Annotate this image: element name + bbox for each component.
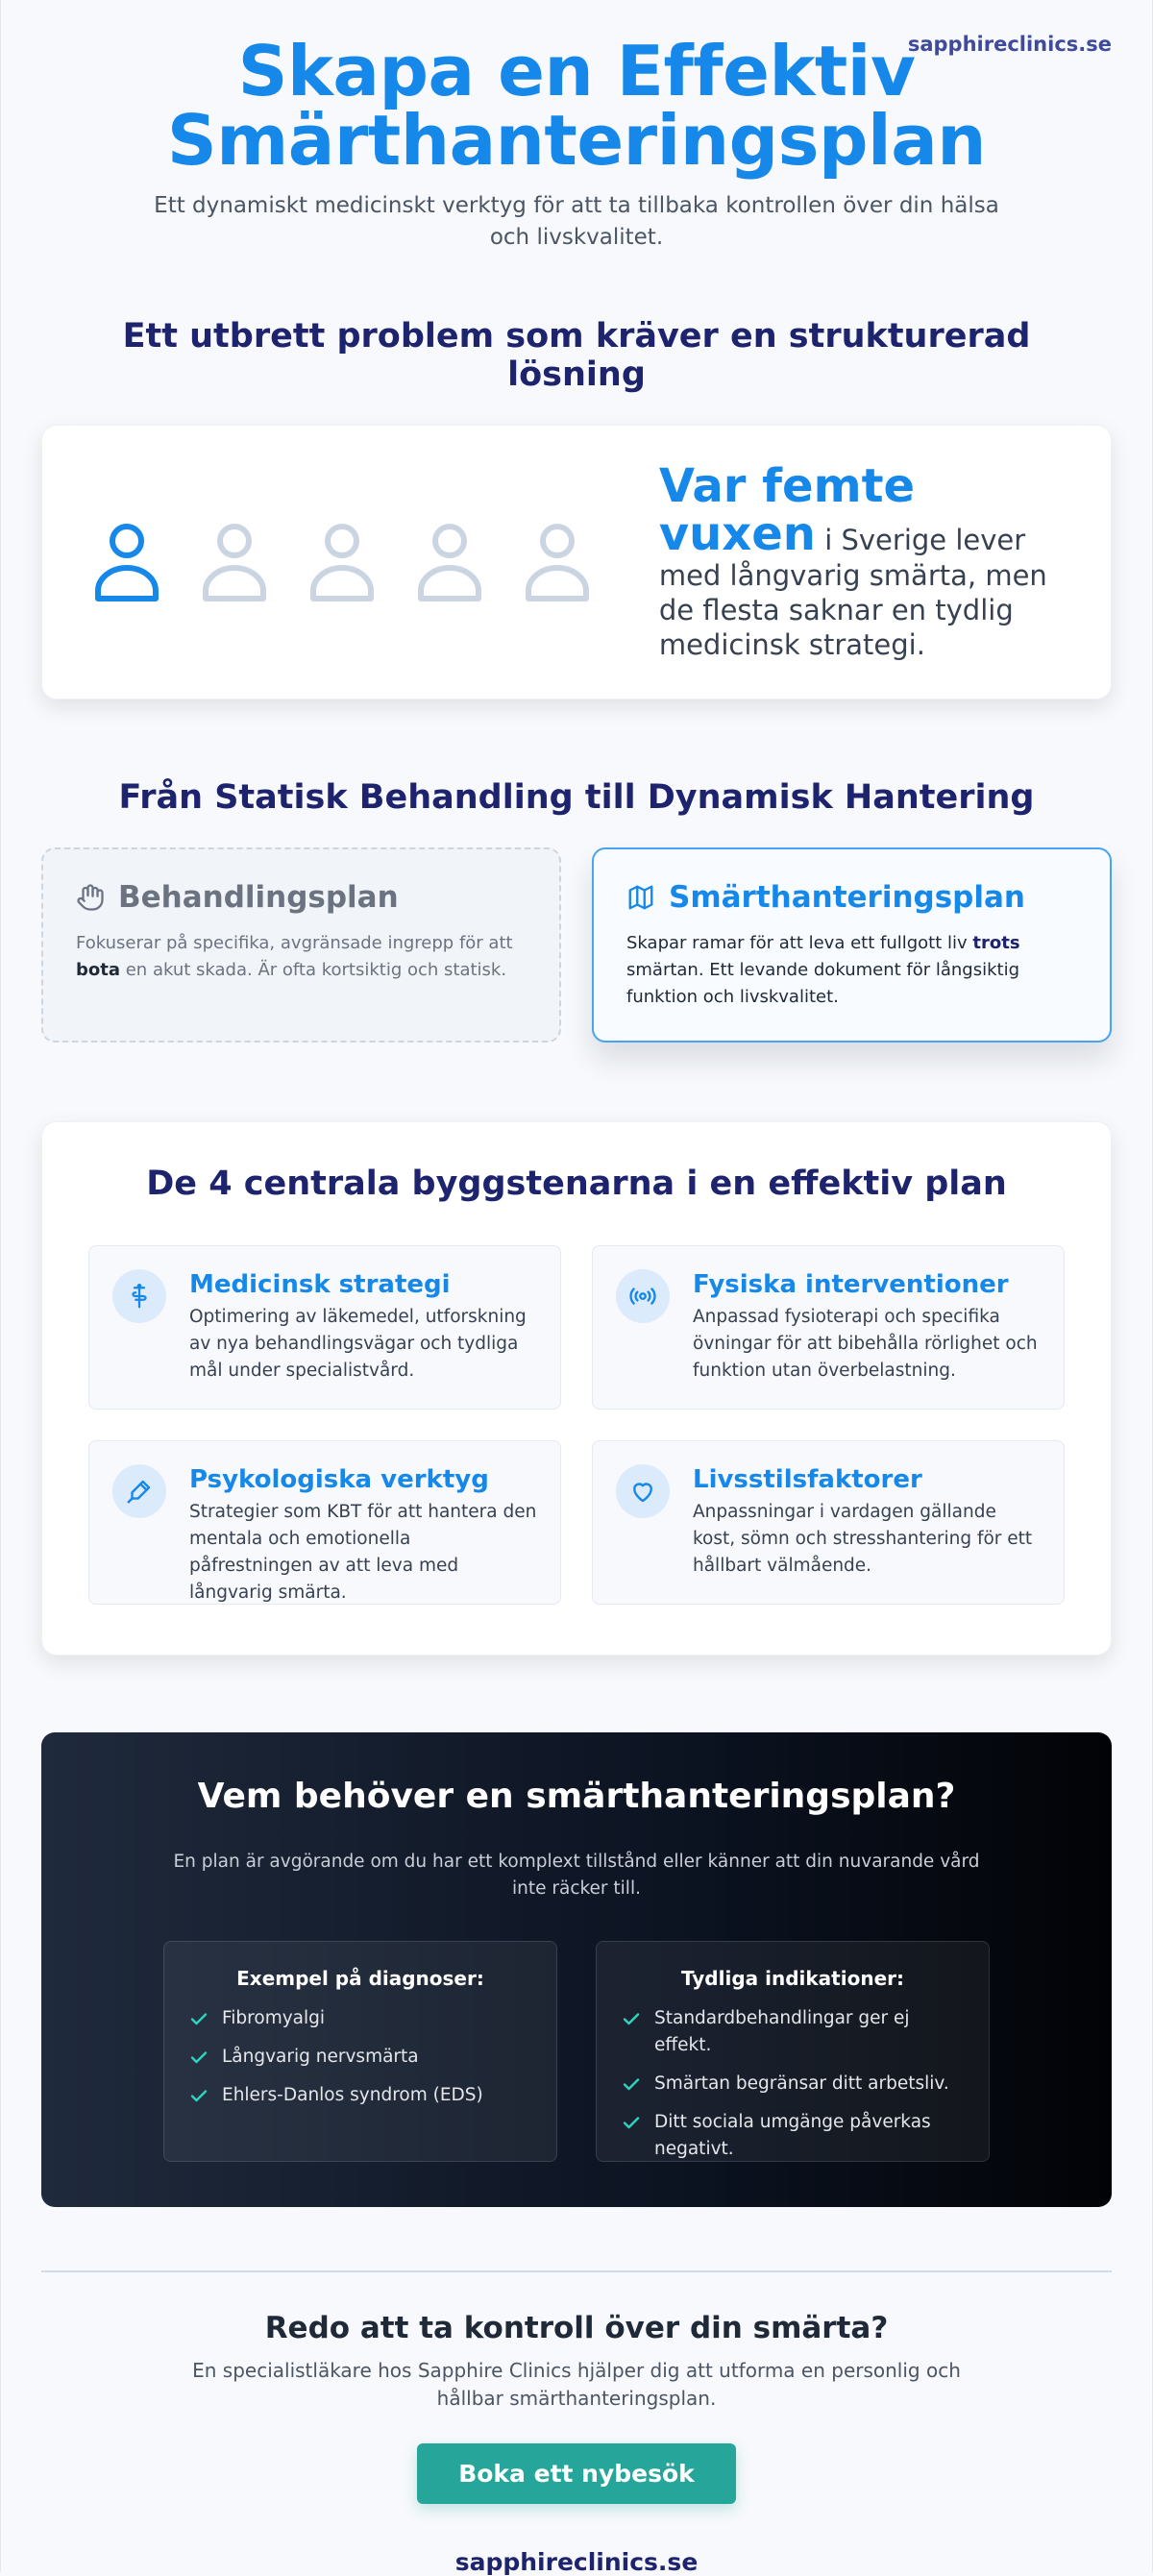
cta-heading: Redo att ta kontroll över din smärta? bbox=[264, 2311, 889, 2345]
who-needs-columns bbox=[163, 1941, 990, 2162]
pain-management-plan-card bbox=[592, 847, 1112, 1043]
block-icon-wrap bbox=[616, 1464, 670, 1518]
pain-management-plan-text-part: smärtan. Ett levande dokument för långsiktig funktion och livskvalitet. bbox=[626, 960, 1020, 1007]
book-visit-button[interactable]: Boka ett nybesök bbox=[417, 2443, 736, 2504]
heart-icon bbox=[628, 1477, 657, 1506]
check-icon bbox=[622, 2009, 641, 2028]
person-icon bbox=[92, 522, 161, 602]
building-blocks bbox=[41, 1121, 1112, 1656]
pain-management-plan-header bbox=[626, 880, 1077, 915]
hero-title-line1: Skapa en Effektiv bbox=[237, 31, 916, 111]
treatment-plan-title: Behandlingsplan bbox=[118, 880, 399, 915]
map-icon bbox=[626, 883, 655, 912]
person-icon bbox=[523, 522, 592, 602]
pain-management-plan-text bbox=[626, 930, 1077, 1011]
block-title: Livsstilsfaktorer bbox=[693, 1465, 922, 1494]
list-item bbox=[622, 2071, 964, 2098]
cta-subtitle: En specialistläkare hos Sapphire Clinics hjälper dig att utforma en personlig och hållbar smärthanteringsplan. bbox=[192, 2359, 961, 2410]
stat-description: i Sverige lever med långvarig smärta, men de flesta saknar en tydlig medicinsk strategi. bbox=[658, 524, 1047, 661]
stat-highlight: Var femte vuxen bbox=[658, 459, 916, 561]
list-item bbox=[189, 2005, 531, 2032]
block-title: Fysiska interventioner bbox=[693, 1270, 1009, 1299]
stat-card bbox=[41, 425, 1112, 699]
cta-section bbox=[41, 2272, 1112, 2576]
problem-heading: Ett utbrett problem som kräver en strukturerad lösning bbox=[122, 317, 1031, 394]
block-card-psychological bbox=[88, 1440, 561, 1605]
list-item bbox=[622, 2109, 964, 2163]
footer-brand-link[interactable]: sapphireclinics.se bbox=[454, 2548, 699, 2576]
check-icon bbox=[189, 2086, 209, 2105]
person-icon bbox=[307, 522, 377, 602]
list-item-text: Ditt sociala umgänge påverkas negativt. bbox=[654, 2112, 931, 2159]
activity-signal-icon bbox=[628, 1282, 657, 1311]
list-item-text: Ehlers-Danlos syndrom (EDS) bbox=[222, 2085, 483, 2105]
block-body bbox=[693, 1269, 1041, 1409]
indications-list bbox=[622, 2005, 964, 2163]
indications-title: Tydliga indikationer: bbox=[681, 1967, 904, 1990]
header-brand-link[interactable]: sapphireclinics.se bbox=[907, 33, 1112, 56]
treatment-plan-text-part: Fokuserar på specifika, avgränsade ingrepp för att bbox=[76, 933, 513, 953]
check-icon bbox=[622, 2074, 641, 2094]
block-icon-wrap bbox=[616, 1269, 670, 1323]
block-text: Strategier som KBT för att hantera den mentala och emotionella påfrestningen av att leva med långvarig smärta. bbox=[189, 1502, 537, 1603]
pain-management-plan-text-bold: trots bbox=[972, 933, 1020, 953]
block-text: Anpassningar i vardagen gällande kost, sömn och stresshantering för ett hållbart välmående. bbox=[693, 1502, 1033, 1576]
building-blocks-heading: De 4 centrala byggstenarna i en effektiv plan bbox=[146, 1165, 1007, 1203]
diagnoses-card bbox=[163, 1941, 557, 2162]
block-text: Optimering av läkemedel, utforskning av nya behandlingsvägar och tydliga mål under specialistvård. bbox=[189, 1307, 527, 1381]
pain-management-plan-title: Smärthanteringsplan bbox=[669, 880, 1025, 915]
list-item bbox=[622, 2005, 964, 2059]
who-needs-section bbox=[41, 1732, 1112, 2207]
building-blocks-grid bbox=[88, 1245, 1065, 1605]
comparison bbox=[41, 847, 1112, 1043]
list-item bbox=[189, 2082, 531, 2109]
person-icon bbox=[200, 522, 269, 602]
stat-text bbox=[658, 459, 1053, 662]
hand-icon bbox=[76, 883, 105, 912]
indications-card bbox=[596, 1941, 990, 2162]
block-title: Psykologiska verktyg bbox=[189, 1465, 489, 1494]
list-item-text: Fibromyalgi bbox=[222, 2008, 326, 2028]
block-card-lifestyle bbox=[592, 1440, 1065, 1605]
block-title: Medicinsk strategi bbox=[189, 1270, 451, 1299]
treatment-plan-card bbox=[41, 847, 561, 1043]
treatment-plan-text bbox=[76, 930, 527, 984]
list-item-text: Smärtan begränsar ditt arbetsliv. bbox=[654, 2073, 949, 2094]
block-body bbox=[693, 1464, 1041, 1604]
diagnoses-title: Exempel på diagnoser: bbox=[236, 1967, 484, 1990]
block-icon-wrap bbox=[112, 1269, 166, 1323]
check-icon bbox=[189, 2048, 209, 2067]
who-needs-heading: Vem behöver en smärthanteringsplan? bbox=[197, 1777, 956, 1816]
block-icon-wrap bbox=[112, 1464, 166, 1518]
person-icon bbox=[415, 522, 484, 602]
hero-subtitle: Ett dynamiskt medicinskt verktyg för att ta tillbaka kontrollen över din hälsa och livskvalitet. bbox=[154, 193, 999, 250]
hero-title-line2: Smärthanteringsplan bbox=[166, 100, 987, 181]
pen-tool-icon bbox=[125, 1477, 154, 1506]
list-item-text: Långvarig nervsmärta bbox=[222, 2047, 419, 2067]
list-item bbox=[189, 2044, 531, 2071]
medical-staff-icon bbox=[125, 1282, 154, 1311]
diagnoses-list bbox=[189, 2005, 531, 2109]
block-body bbox=[189, 1464, 537, 1604]
treatment-plan-header bbox=[76, 880, 527, 915]
who-needs-subtitle: En plan är avgörande om du har ett komplext tillstånd eller känner att din nuvarande vård inte räcker till. bbox=[173, 1852, 980, 1899]
block-text: Anpassad fysioterapi och specifika övningar för att bibehålla rörlighet och funktion utan överbelastning. bbox=[693, 1307, 1038, 1381]
check-icon bbox=[622, 2113, 641, 2132]
block-card-medical bbox=[88, 1245, 561, 1410]
pain-management-plan-text-part: Skapar ramar för att leva ett fullgott liv bbox=[626, 933, 973, 953]
treatment-plan-text-part: en akut skada. Är ofta kortsiktig och statisk. bbox=[120, 960, 507, 980]
treatment-plan-text-bold: bota bbox=[76, 960, 121, 980]
hero-title bbox=[41, 31, 1112, 181]
block-card-physical bbox=[592, 1245, 1065, 1410]
list-item-text: Standardbehandlingar ger ej effekt. bbox=[654, 2008, 910, 2055]
people-row bbox=[92, 522, 650, 602]
shift-heading: Från Statisk Behandling till Dynamisk Hantering bbox=[118, 778, 1035, 817]
block-body bbox=[189, 1269, 537, 1409]
check-icon bbox=[189, 2009, 209, 2028]
